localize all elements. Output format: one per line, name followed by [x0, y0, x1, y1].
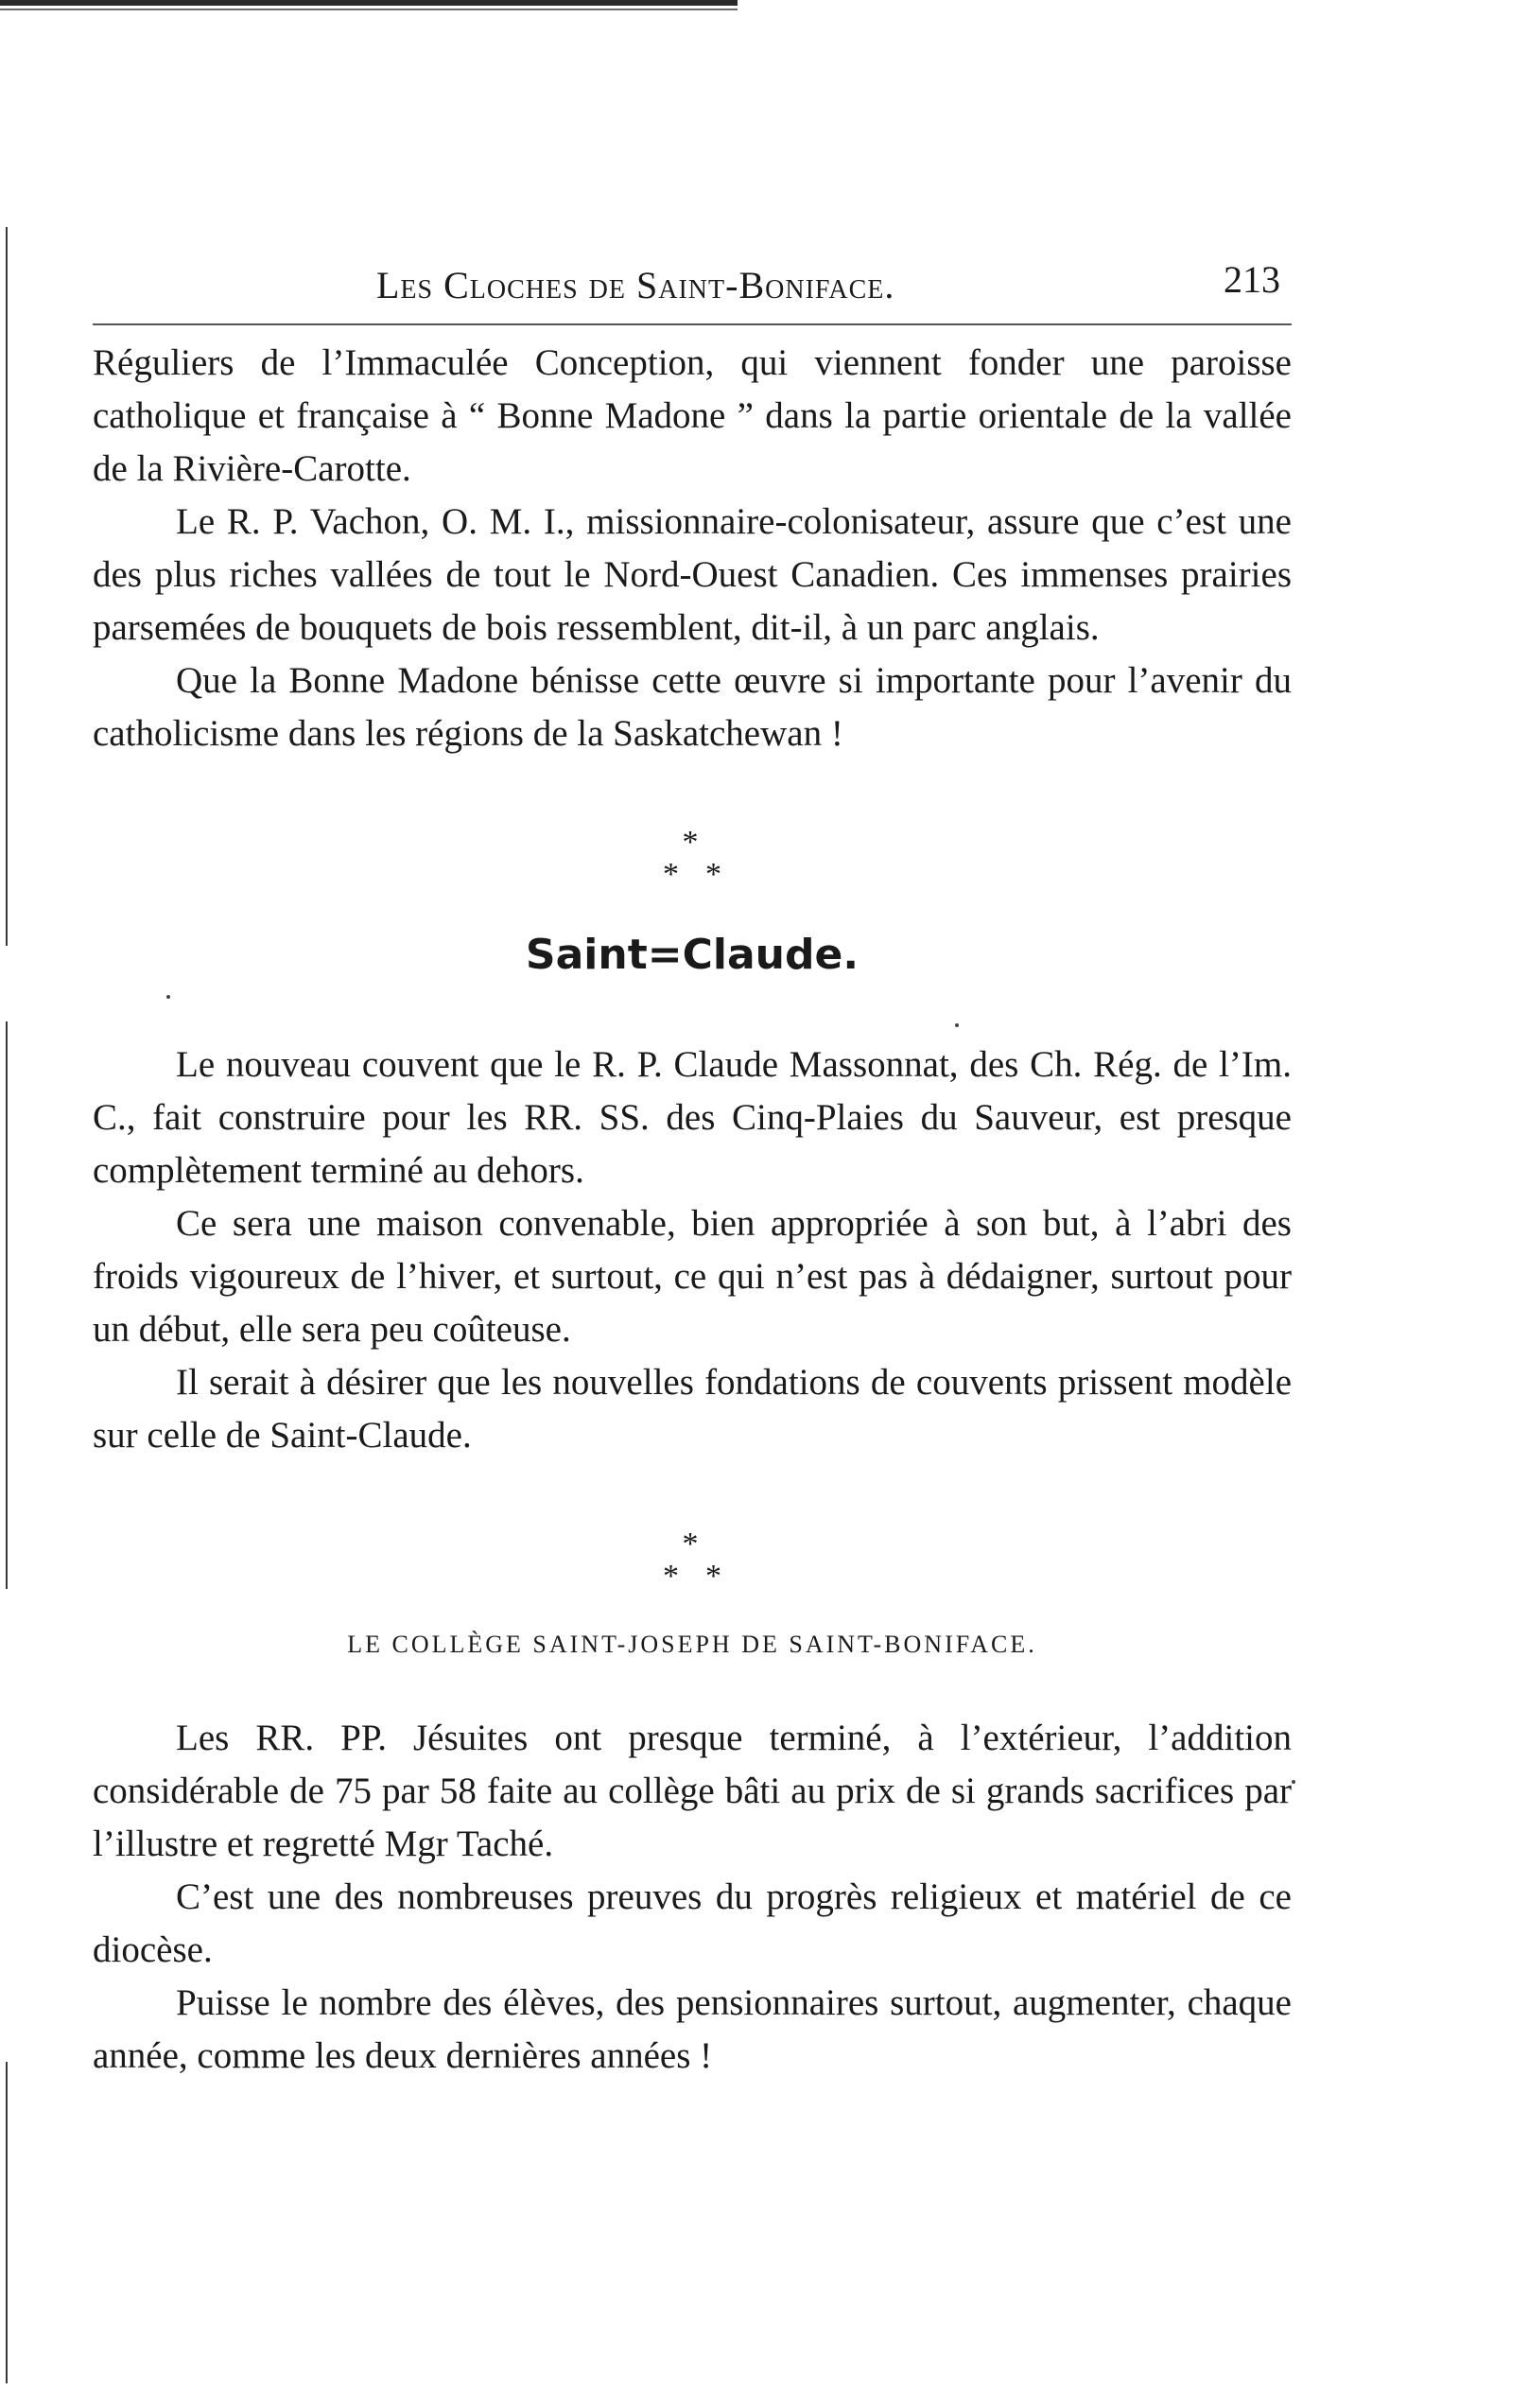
intro-paragraph-2: Le R. P. Vachon, O. M. I., missionnaire-colonisateur, assure que c’est une des plus riches vallées de tout le Nord-Ouest Canadien. Ces immenses prairies parsemées de bouquets de bois ressemblent, dit-il, à un parc anglais. — [93, 501, 1292, 648]
saint-claude-paragraph-2: Ce sera une maison convenable, bien appropriée à son but, à l’abri des froids vigoureux de l’hiver, et surtout, ce qui n’est pas à dédaigner, surtout pour un début, elle sera peu coûteuse. — [93, 1203, 1292, 1350]
running-title: Les Cloches de Saint-Boniface. — [376, 264, 895, 306]
intro-paragraph-1: Réguliers de l’Immaculée Conception, qui viennent fonder une paroisse catholique et française à “ Bonne Madone ” dans la partie orientale de la vallée de la Rivière-Carotte. — [93, 342, 1292, 489]
separator-stars-bottom: ** — [663, 1559, 748, 1594]
college-paragraph-2: C’est une des nombreuses preuves du progrès religieux et matériel de ce diocèse. — [93, 1876, 1292, 1970]
section-title-saint-claude: Saint=Claude. — [525, 931, 860, 979]
running-head — [93, 255, 1292, 316]
page-number: 213 — [1224, 258, 1280, 301]
saint-claude-paragraph-3: Il serait à désirer que les nouvelles fondations de couvents prissent modèle sur celle de Saint-Claude. — [93, 1362, 1292, 1456]
section-separator — [93, 1528, 1292, 1593]
college-paragraph-3: Puisse le nombre des élèves, des pensionnaires surtout, augmenter, chaque année, comme les deux dernières années ! — [93, 1982, 1292, 2076]
intro-paragraph-3: Que la Bonne Madone bénisse cette œuvre si importante pour l’avenir du catholicisme dans les régions de la Saskatchewan ! — [93, 660, 1292, 754]
college-paragraph-1: Les RR. PP. Jésuites ont presque terminé, à l’extérieur, l’addition considérable de 75 par 58 faite au collège bâti au prix de si grands sacrifices par l’illustre et regretté Mgr Taché. — [93, 1718, 1292, 1864]
book-page — [93, 255, 1292, 2083]
section-separator — [93, 827, 1292, 891]
separator-star-top: * — [682, 1527, 703, 1562]
saint-claude-paragraph-1: Le nouveau couvent que le R. P. Claude Massonnat, des Ch. Rég. de l’Im. C., fait construire pour les RR. SS. des Cinq-Plaies du Sauveur, est presque complètement terminé au dehors. — [93, 1044, 1292, 1191]
scan-edge-line — [6, 227, 8, 946]
scan-speck — [1292, 1780, 1295, 1784]
section-title-college: LE COLLÈGE SAINT-JOSEPH DE SAINT-BONIFACE. — [347, 1631, 1037, 1658]
header-rule — [93, 323, 1292, 325]
separator-stars-bottom: ** — [663, 857, 748, 892]
scan-edge-line — [6, 1021, 8, 1589]
scan-edge-line — [6, 2062, 8, 2383]
scan-top-rule — [0, 0, 738, 6]
scan-top-rule-thin — [0, 9, 738, 10]
separator-star-top: * — [682, 825, 703, 860]
